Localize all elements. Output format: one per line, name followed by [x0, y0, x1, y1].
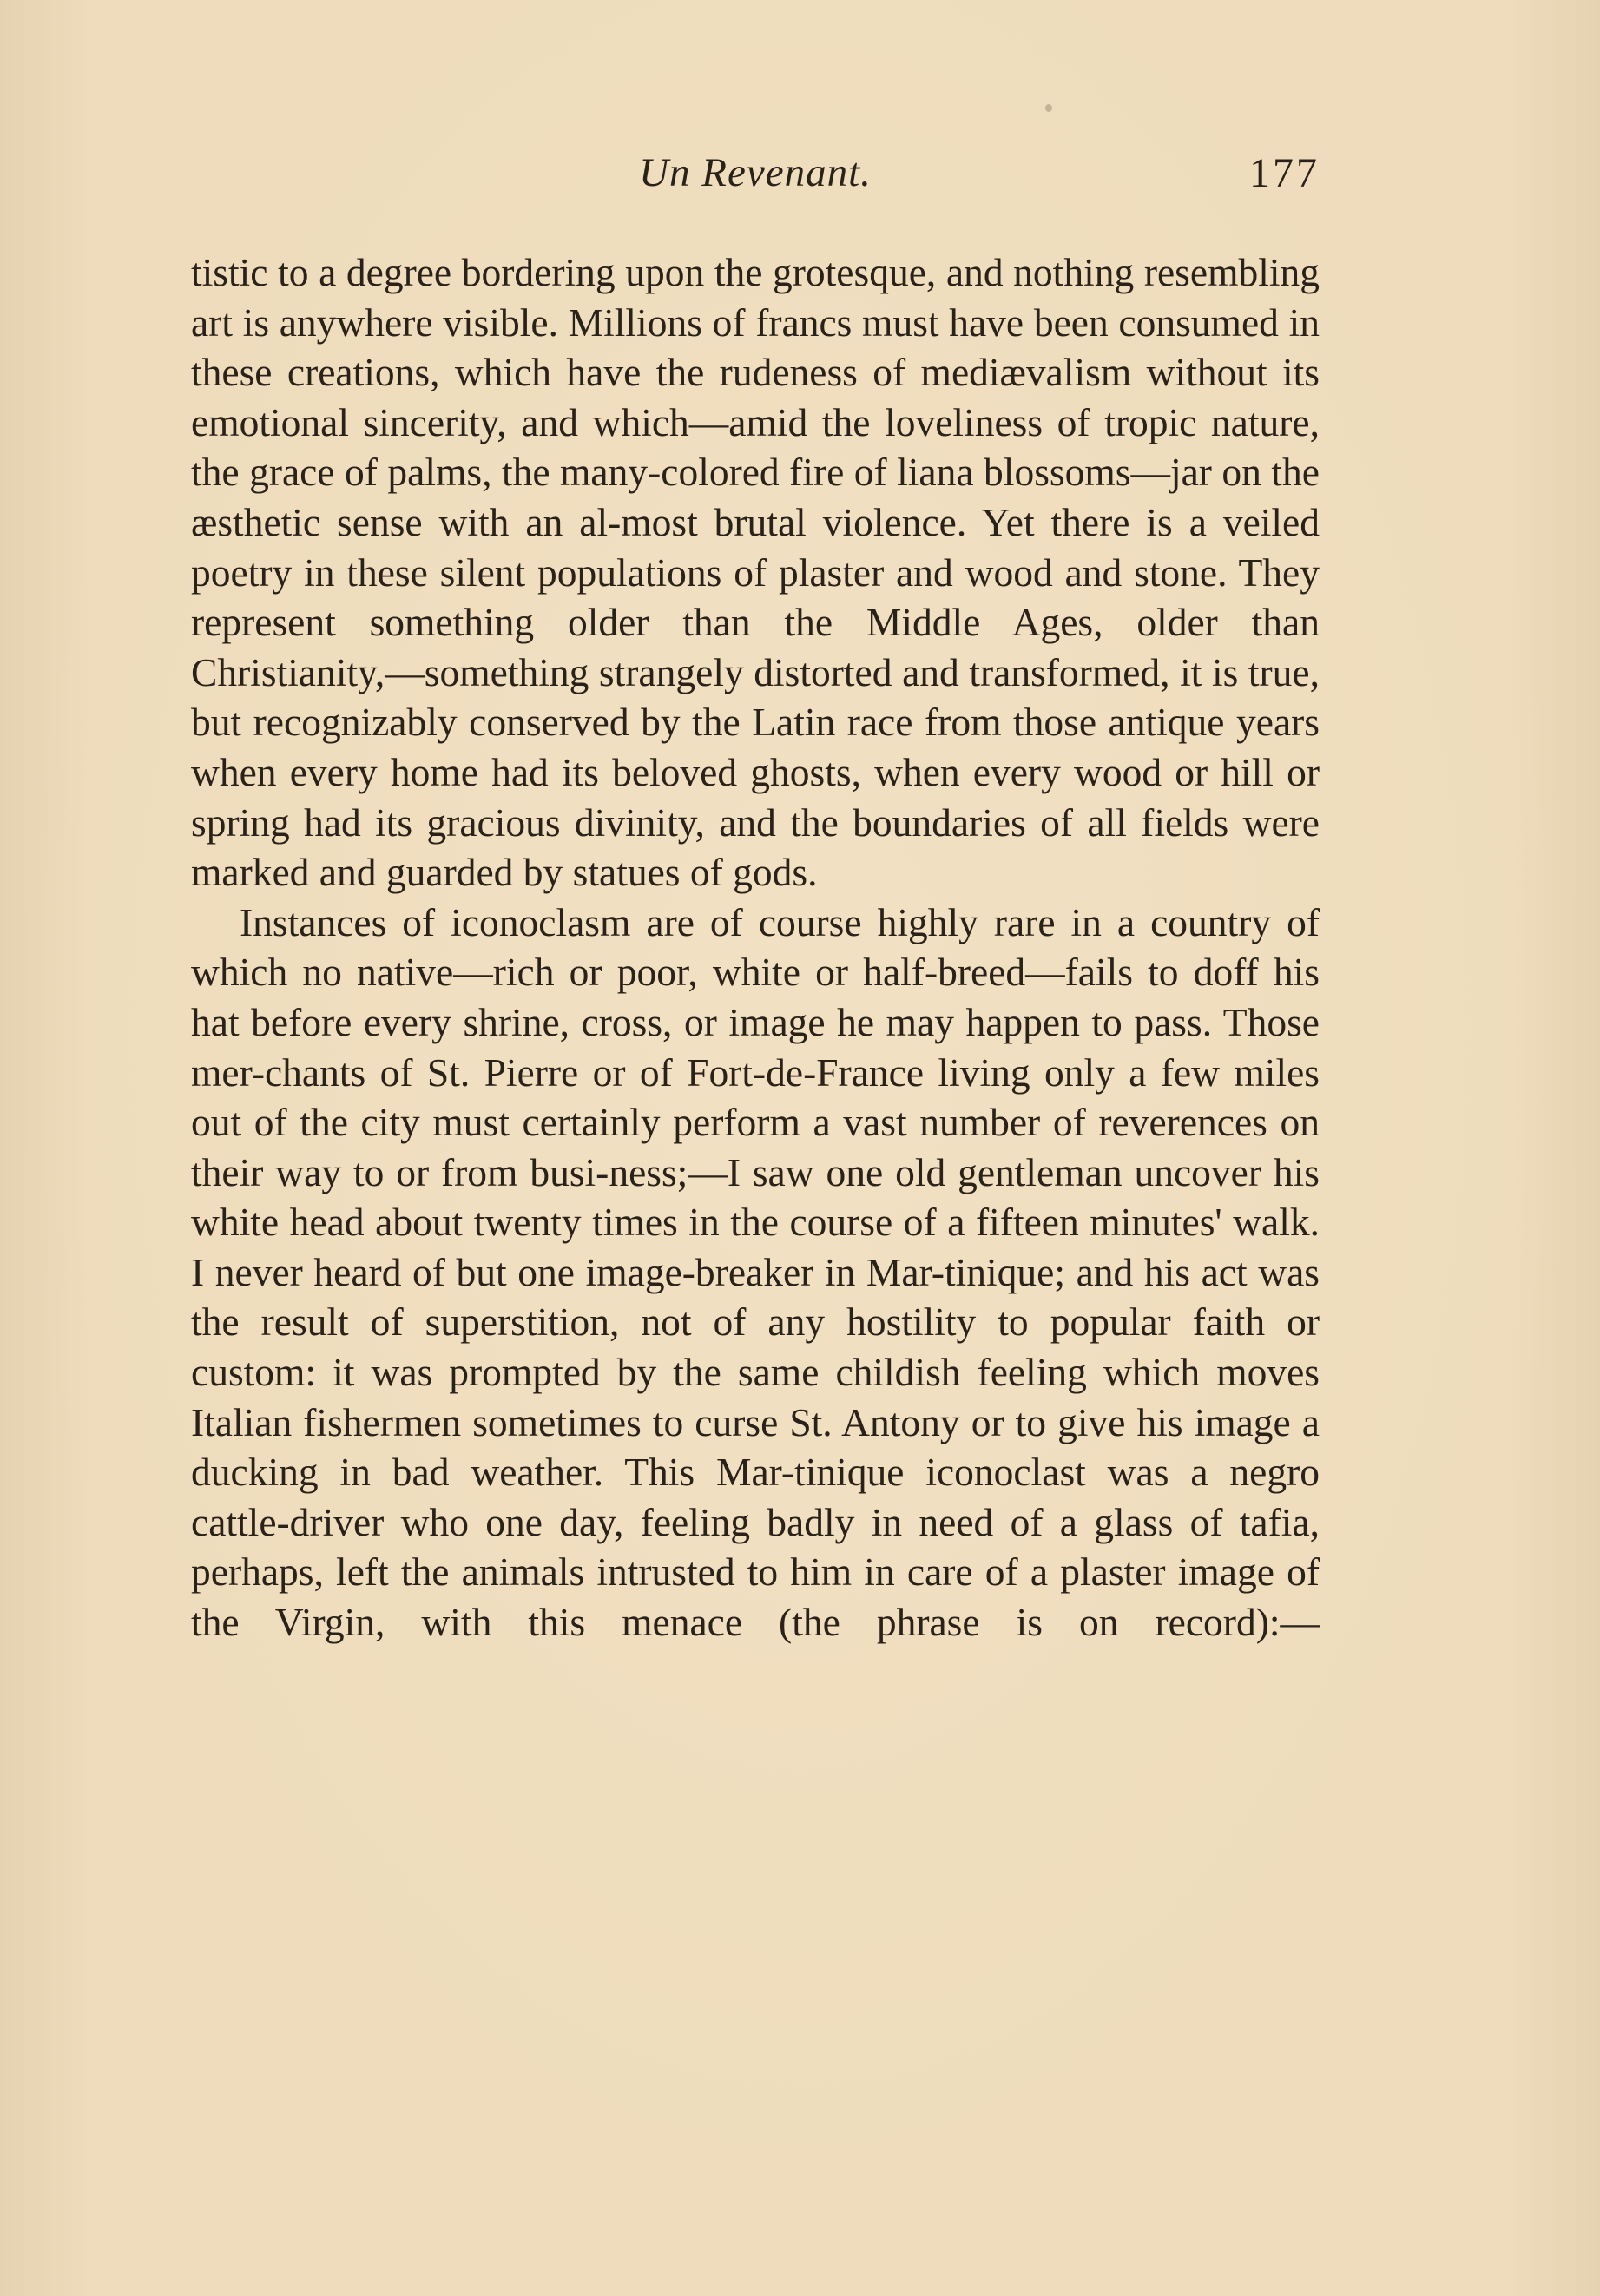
- running-head: [191, 149, 1320, 201]
- paper-speck: [1045, 104, 1052, 112]
- paragraph: tistic to a degree bordering upon the grotesque, and nothing resembling art is anywhere visible. Millions of francs must have been consumed in these creations, which have the rudeness of mediævalism without its emotional sincerity, and which—amid the loveliness of tropic nature, the grace of palms, the many-colored fire of liana blossoms—jar on the æsthetic sense with an al-most brutal violence. Yet there is a veiled poetry in these silent populations of plaster and wood and stone. They represent something older than the Middle Ages, older than Christianity,—something strangely distorted and transformed, it is true, but recognizably conserved by the Latin race from those antique years when every home had its beloved ghosts, when every wood or hill or spring had its gracious divinity, and the boundaries of all fields were marked and guarded by statues of gods.: [191, 250, 1320, 895]
- paragraph: Instances of iconoclasm are of course highly rare in a country of which no native—rich or poor, white or half-breed—fails to doff his hat before every shrine, cross, or image he may happen to pass. Those mer-chants of St. Pierre or of Fort-de-France living only a few miles out of the city must certainly perform a vast number of reverences on their way to or from busi-ness;—I saw one old gentleman uncover his white head about twenty times in the course of a fifteen minutes' walk. I never heard of but one image-breaker in Mar-tinique; and his act was the result of superstition, not of any hostility to popular faith or custom: it was prompted by the same childish feeling which moves Italian fishermen sometimes to curse St. Antony or to give his image a ducking in bad weather. This Mar-tinique iconoclast was a negro cattle-driver who one day, feeling badly in need of a glass of tafia, perhaps, left the animals intrusted to him in care of a plaster image of the Virgin, with this menace (the phrase is on record):—: [191, 899, 1320, 1645]
- body-text: [191, 247, 1320, 1648]
- running-title: Un Revenant.: [639, 150, 872, 195]
- page-number: 177: [1249, 150, 1320, 196]
